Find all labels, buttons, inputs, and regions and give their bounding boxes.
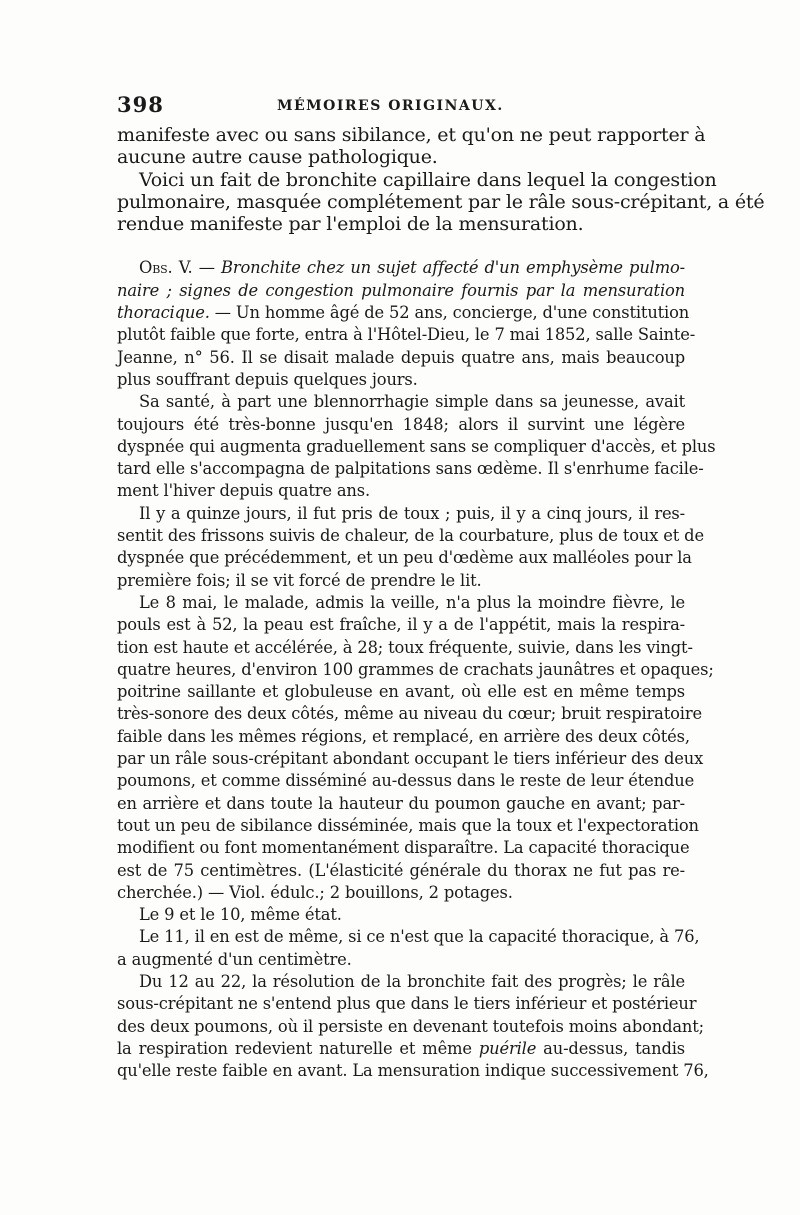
text-line: première fois; il se vit forcé de prendre le lit.	[117, 570, 482, 590]
text-line: pulmonaire, masquée complétement par le râle sous-crépitant, a été	[117, 190, 765, 213]
running-title: MÉMOIRES ORIGINAUX.	[277, 98, 504, 114]
text-line: dyspnée que précédemment, et un peu d'œdème aux malléoles pour la	[117, 548, 692, 568]
observation-title: thoracique.	[117, 303, 210, 323]
text-line: poumons, et comme disséminé au-dessus dans le reste de leur étendue	[117, 771, 695, 791]
observation-title-line	[117, 280, 685, 302]
text-line: rendue manifeste par l'emploi de la mensuration.	[117, 213, 584, 236]
text-fragment: la respiration redevient naturelle et même	[117, 1038, 479, 1058]
text-line: cherchée.) — Viol. édulc.; 2 bouillons, 2 potages.	[117, 882, 513, 902]
page-number: 398	[117, 92, 164, 117]
text-line: tard elle s'accompagna de palpitations sans œdème. Il s'enrhume facile-	[117, 459, 704, 479]
observation-label: Obs. V.	[139, 258, 193, 278]
text-line: plutôt faible que forte, entra à l'Hôtel-Dieu, le 7 mai 1852, salle Sainte-	[117, 325, 696, 345]
text-line: Jeanne, n° 56. Il se disait malade depuis quatre ans, mais beaucoup	[117, 347, 685, 367]
text-line: tion est haute et accélérée, à 28; toux fréquente, suivie, dans les vingt-	[117, 637, 693, 657]
text-line: est de 75 centimètres. (L'élasticité générale du thorax ne fut pas re-	[117, 860, 685, 880]
text-line: dyspnée qui augmenta graduellement sans se compliquer d'accès, et plus	[117, 436, 716, 456]
text-line: très-sonore des deux côtés, même au niveau du cœur; bruit respiratoire	[117, 704, 702, 724]
text-line: Le 8 mai, le malade, admis la veille, n'a plus la moindre fièvre, le	[139, 592, 685, 612]
text-line: en arrière et dans toute la hauteur du poumon gauche en avant; par-	[117, 793, 685, 813]
text-line	[117, 1038, 685, 1060]
text-line: des deux poumons, où il persiste en devenant toutefois moins abondant;	[117, 1016, 704, 1036]
text-line: Le 11, il en est de même, si ce n'est que la capacité thoracique, à 76,	[139, 927, 700, 947]
observation-title-line	[117, 257, 685, 279]
text-line: ment l'hiver depuis quatre ans.	[117, 481, 370, 501]
observation-title-line	[117, 302, 690, 324]
paragraph-gap	[117, 235, 685, 257]
observation-text: — Un homme âgé de 52 ans, concierge, d'une constitution	[209, 303, 690, 323]
text-line: modifient ou font momentanément disparaître. La capacité thoracique	[117, 838, 690, 858]
text-line: par un râle sous-crépitant abondant occupant le tiers inférieur des deux	[117, 749, 704, 769]
text-line: tout un peu de sibilance disséminée, mais que la toux et l'expectoration	[117, 815, 699, 835]
text-line: qu'elle reste faible en avant. La mensuration indique successivement 76,	[117, 1061, 709, 1081]
text-line: aucune autre cause pathologique.	[117, 146, 438, 169]
text-fragment: au-dessus, tandis	[536, 1038, 685, 1058]
text-line: manifeste avec ou sans sibilance, et qu'on ne peut rapporter à	[117, 124, 706, 146]
text-line: sous-crépitant ne s'entend plus que dans le tiers inférieur et postérieur	[117, 994, 697, 1014]
text-line: a augmenté d'un centimètre.	[117, 949, 352, 969]
intro-paragraphs	[117, 124, 765, 236]
page-body	[117, 124, 765, 1082]
italic-word: puérile	[478, 1038, 537, 1058]
observation-dash: —	[192, 258, 222, 278]
text-line: Voici un fait de bronchite capillaire dans lequel la congestion	[139, 168, 717, 191]
observation-title: naire ; signes de congestion pulmonaire fournis par la mensuration	[117, 280, 685, 300]
text-line: Le 9 et le 10, même état.	[139, 905, 342, 925]
text-line: plus souffrant depuis quelques jours.	[117, 369, 418, 389]
text-line: toujours été très-bonne jusqu'en 1848; alors il survint une légère	[117, 414, 685, 434]
text-line: Sa santé, à part une blennorrhagie simple dans sa jeunesse, avait	[139, 392, 685, 412]
text-line: Du 12 au 22, la résolution de la bronchite fait des progrès; le râle	[139, 971, 685, 991]
observation-title: Bronchite chez un sujet affecté d'un emphysème pulmo-	[221, 258, 686, 278]
text-line: quatre heures, d'environ 100 grammes de crachats jaunâtres et opaques;	[117, 659, 714, 679]
text-line: sentit des frissons suivis de chaleur, de la courbature, plus de toux et de	[117, 526, 704, 546]
text-line: pouls est à 52, la peau est fraîche, il y a de l'appétit, mais la respira-	[117, 615, 685, 635]
text-line: Il y a quinze jours, il fut pris de toux ; puis, il y a cinq jours, il res-	[139, 503, 685, 523]
observation-block	[117, 257, 716, 1082]
page-header	[117, 92, 683, 122]
text-line: poitrine saillante et globuleuse en avant, où elle est en même temps	[117, 682, 685, 702]
text-line: faible dans les mêmes régions, et remplacé, en arrière des deux côtés,	[117, 726, 690, 746]
